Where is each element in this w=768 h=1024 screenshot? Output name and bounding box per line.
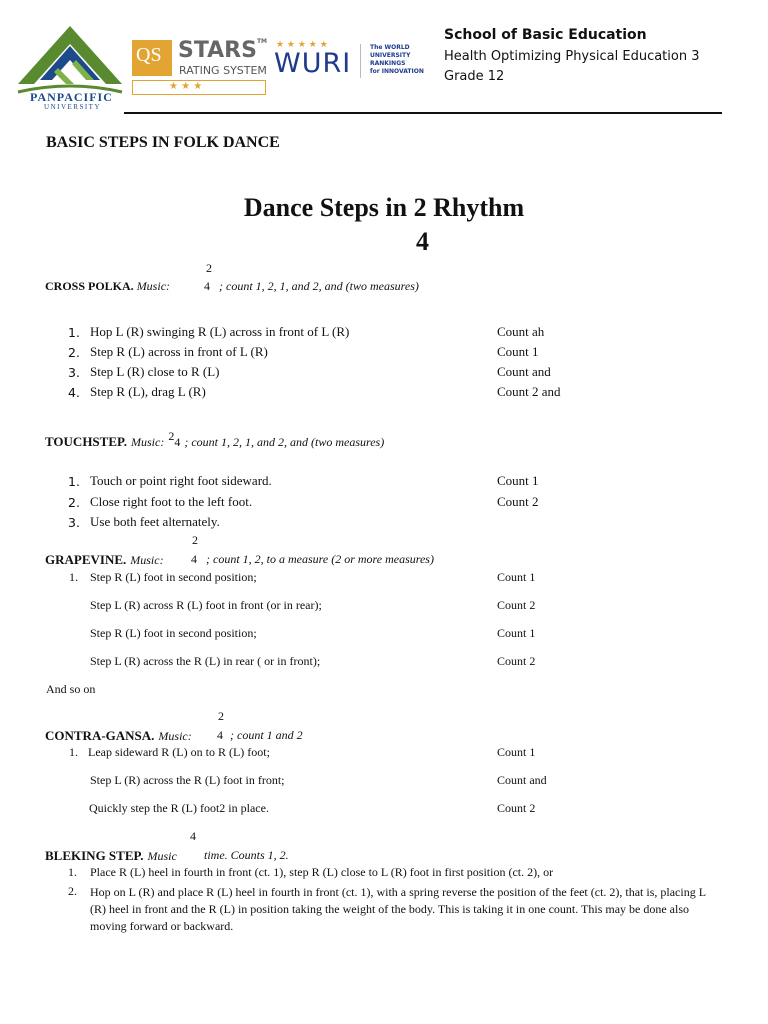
contra-gansa-time-sig-bottom: 4 [217,728,223,742]
grapevine-footer: And so on [46,682,96,696]
cross-polka-description: ; count 1, 2, 1, and 2, and (two measures) [219,279,419,293]
step-count: Count 2 [497,598,536,612]
touchstep-name: TOUCHSTEP. [45,434,128,449]
stars-title: STARS™ [178,38,268,63]
bleking-time-sig: 4 [190,829,196,843]
step-number: 3. [68,515,80,530]
step-text: Quickly step the R (L) foot2 in place. [89,801,269,815]
wuri-desc: The WORLD UNIVERSITY RANKINGS for INNOVATION [370,44,424,75]
contra-gansa-time-sig-top: 2 [218,709,224,723]
grapevine-time-sig-bottom: 4 [191,552,197,566]
step-text: Step L (R) across the R (L) in rear ( or in front); [90,654,321,668]
grapevine-heading [45,551,164,569]
step-text: Touch or point right foot sideward. [90,473,272,488]
step-text: Step R (L) foot in second position; [90,570,257,584]
university-name: PANPACIFIC [30,90,113,104]
bleking-name: BLEKING STEP. [45,848,144,863]
course-name: Health Optimizing Physical Education 3 [444,49,700,64]
step-text: Hop on L (R) and place R (L) heel in fourth in front (ct. 1), with a spring reverse the position of the feet (ct. 2), that is, placing L (R) heel in front and the R (L) in position taking the weight of the body. This is taking it in one count. This may be done also moving forward or backward. [90,885,706,933]
step-text: Step R (L), drag L (R) [90,384,206,399]
touchstep-time-sig-bottom: 4 [174,435,181,449]
wuri-badge [274,40,426,84]
cross-polka-time-sig-top: 2 [206,261,212,275]
grade-level: Grade 12 [444,69,505,84]
qs-logo [132,40,172,76]
step-text: Step L (R) across R (L) foot in front (or in rear); [90,598,322,612]
touchstep-music: Music: [131,435,165,449]
step-text: Step L (R) across the R (L) foot in front; [90,773,285,787]
step-number: 3. [68,365,80,380]
step-text: Step R (L) across in front of L (R) [90,344,268,359]
step-text: Leap sideward R (L) on to R (L) foot; [88,745,270,759]
section-title: BASIC STEPS IN FOLK DANCE [46,134,280,151]
step-number: 1. [68,474,80,489]
grapevine-name: GRAPEVINE. [45,552,127,567]
step-count: Count 1 [497,626,536,640]
step-number: 1. [68,865,77,879]
step-count: Count 2 [497,654,536,668]
cross-polka-heading [45,279,170,294]
wuri-stars-icon: ★ ★ ★ ★ ★ [276,40,328,50]
grapevine-music: Music: [130,553,164,567]
stars-rating-icon: ★ ★ ★ [169,81,203,92]
wuri-divider [360,44,361,78]
step-count: Count 1 [497,344,539,359]
touchstep-description: ; count 1, 2, 1, and 2, and (two measures) [184,435,385,449]
header-divider [124,112,722,114]
step-count: Count and [497,364,551,379]
step-count: Count 1 [497,570,536,584]
step-text: Hop L (R) swinging R (L) across in front of L (R) [90,324,350,339]
step-number: 1. [69,745,78,759]
page-title-denominator: 4 [416,227,429,256]
stars-subtitle: RATING SYSTEM [179,64,267,77]
university-sub: UNIVERSITY [44,103,101,111]
step-count: Count 2 [497,494,539,509]
university-logo [14,22,126,114]
step-number: 2. [68,884,77,898]
qs-stars-badge [132,38,268,98]
contra-gansa-heading [45,727,192,745]
cross-polka-name: CROSS POLKA. [45,279,134,293]
step-text: Place R (L) heel in fourth in front (ct. 1), step R (L) close to L (R) foot in first position (ct. 2), or [90,865,554,879]
step-count: Count 2 and [497,384,561,399]
step-count: Count 1 [497,745,536,759]
step-text: Use both feet alternately. [90,514,220,529]
bleking-description: time. Counts 1, 2. [204,848,289,862]
step-number: 2. [68,345,80,360]
contra-gansa-name: CONTRA-GANSA. [45,728,155,743]
step-number: 4. [68,385,80,400]
step-number: 1. [69,570,78,584]
grapevine-description: ; count 1, 2, to a measure (2 or more measures) [206,552,434,566]
page-title: Dance Steps in 2 Rhythm [243,193,525,222]
grapevine-time-sig-top: 2 [192,533,198,547]
step-number: 2. [68,495,80,510]
school-name: School of Basic Education [444,27,647,43]
contra-gansa-description: ; count 1 and 2 [230,728,303,742]
step-count: Count and [497,773,547,787]
touchstep-time-sig-top: 2 [168,429,175,443]
bleking-heading [45,847,177,865]
cross-polka-time-sig-bottom: 4 [204,279,210,293]
step-text: Step L (R) close to R (L) [90,364,220,379]
wuri-logo: WURI [274,48,352,79]
step-text: Step R (L) foot in second position; [90,626,257,640]
stars-tm: TM [256,38,268,45]
contra-gansa-music: Music: [158,729,192,743]
step-count: Count 1 [497,473,539,488]
bleking-music: Music [147,849,177,863]
step-count: Count ah [497,324,545,339]
cross-polka-music: Music: [136,279,171,293]
qs-logo-text: QS [136,44,162,66]
step-number: 1. [68,325,80,340]
step-count: Count 2 [497,801,536,815]
step-text: Close right foot to the left foot. [90,494,253,509]
stars-rating [132,80,266,95]
touchstep-heading [45,429,385,451]
